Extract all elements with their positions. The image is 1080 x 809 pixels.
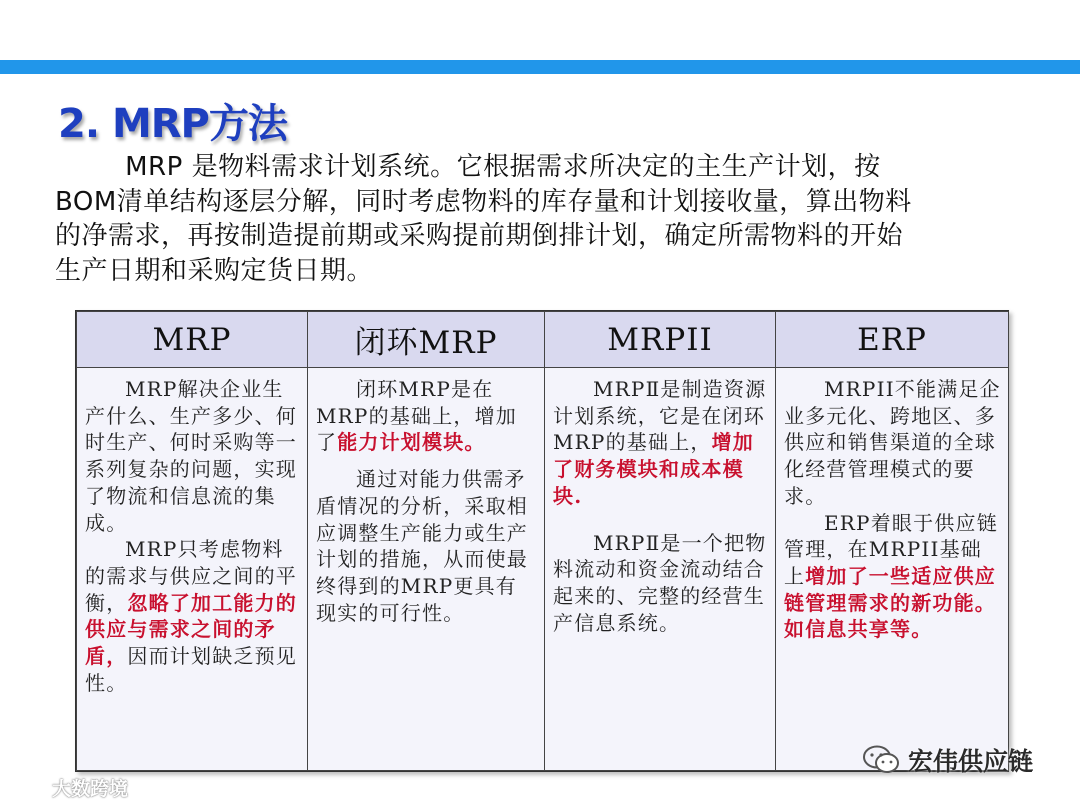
watermark-logo-icon <box>4 777 48 799</box>
intro-paragraph: MRP 是物料需求计划系统。它根据需求所决定的主生产计划，按 BOM清单结构逐层分解，同时考虑物料的库存量和计划接收量，算出物料 的净需求，再按制造提前期或采购提前期倒排计划，确定所需物料的开始 生产日期和采购定货日期。 <box>55 152 912 286</box>
wechat-account-badge <box>862 742 1033 778</box>
mrp-paragraph-1: MRP解决企业生产什么、生产多少、何时生产、何时采购等一系列复杂的问题，实现了物流和信息流的集成。 <box>85 377 297 535</box>
closed-loop-paragraph-1 <box>316 376 538 456</box>
table-header-row <box>77 312 1009 368</box>
erp-p2-highlight: 增加了一些适应供应链管理需求的新功能。如信息共享等。 <box>784 563 997 642</box>
header-erp: ERP <box>776 312 1009 368</box>
mrp2-paragraph-2: MRPⅡ是一个把物料流动和资金流动结合起来的、完整的经营生产信息系统。 <box>553 530 767 635</box>
table-body-row <box>77 368 1009 771</box>
mrp-p2-text-a: MRP只考虑物料的需求与供应之间的平衡， <box>85 537 297 615</box>
erp-p2-text: ERP着眼于供应链管理，在MRPII基础上 <box>784 510 998 588</box>
header-closed-loop-mrp: 闭环MRP <box>308 312 545 368</box>
wechat-account-name: 宏伟供应链 <box>908 747 1034 776</box>
comparison-table <box>75 310 1009 772</box>
mrp-p2-highlight: 忽略了加工能力的供应与需求之间的矛盾， <box>85 590 298 669</box>
page-title: 2. MRP方法 <box>58 101 287 147</box>
mrp2-p1-text: MRPⅡ是制造资源计划系统，它是在闭环MRP的基础上， <box>553 377 767 455</box>
mrp-p2-text-b: 因而计划缺乏预见性。 <box>85 644 298 695</box>
cell-mrp2 <box>545 368 776 771</box>
top-accent-bar <box>0 60 1080 74</box>
mrp2-p1-highlight: 增加了财务模块和成本模块. <box>553 430 755 508</box>
closed-loop-paragraph-2: 通过对能力供需矛盾情况的分析，采取相应调整生产能力或生产计划的措施，从而使最终得到的MRP更具有现实的可行性。 <box>316 467 528 625</box>
header-mrp: MRP <box>77 312 308 368</box>
erp-paragraph-2 <box>784 510 1002 644</box>
header-mrp2: MRPII <box>545 312 776 368</box>
cell-erp <box>776 368 1009 771</box>
wechat-icon <box>862 744 900 776</box>
mrp2-paragraph-1 <box>553 376 769 510</box>
cell-mrp <box>77 368 308 771</box>
erp-paragraph-1: MRPII不能满足企业多元化、跨地区、多供应和销售渠道的全球化经营管理模式的要求。 <box>784 377 1001 508</box>
watermark-text: 大数跨境 <box>52 778 129 800</box>
closed-loop-p1-highlight: 能力计划模块。 <box>337 430 486 455</box>
mrp-paragraph-2 <box>85 536 301 696</box>
closed-loop-p1-text: 闭环MRP是在MRP的基础上，增加了 <box>316 377 517 455</box>
watermark <box>4 774 128 801</box>
cell-closed-loop-mrp <box>308 368 545 771</box>
